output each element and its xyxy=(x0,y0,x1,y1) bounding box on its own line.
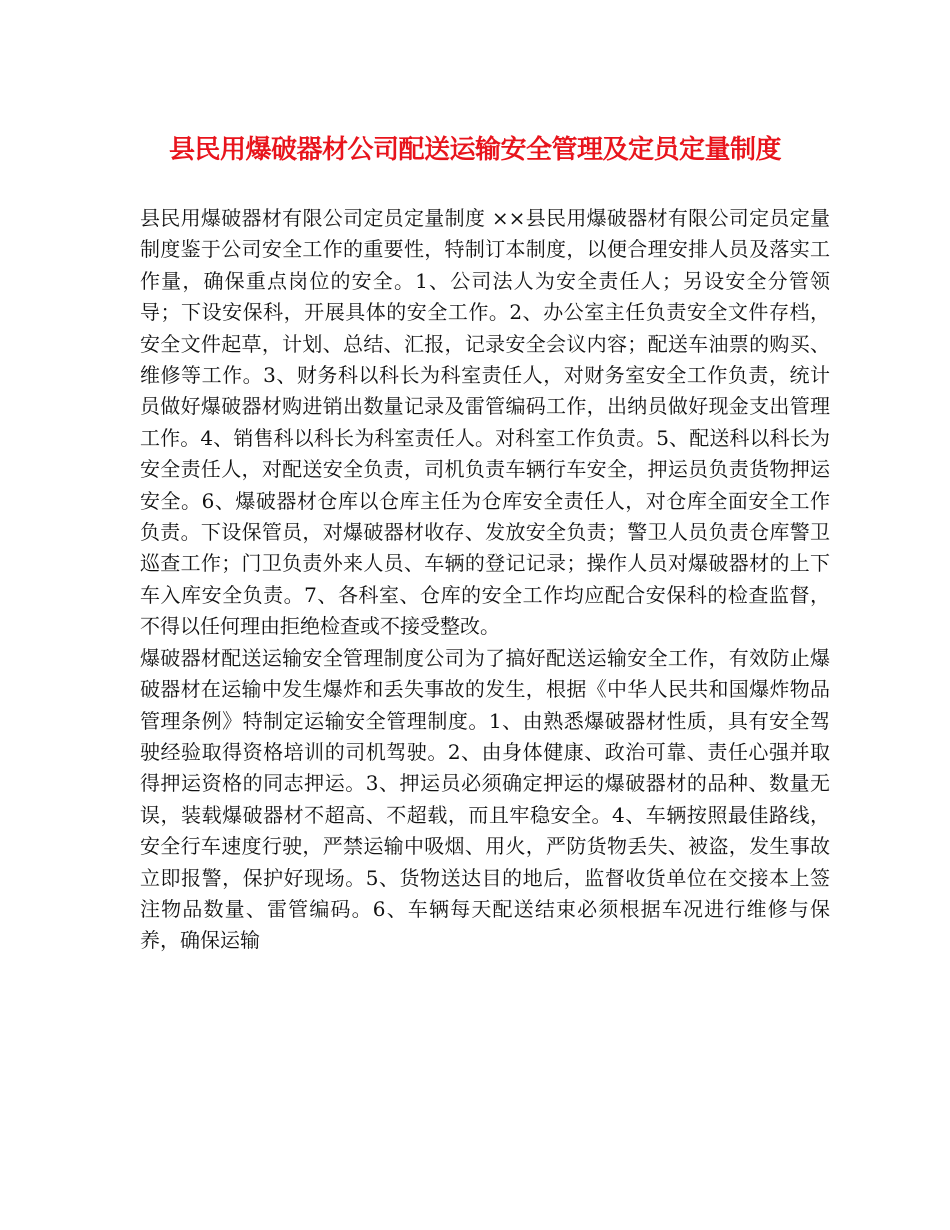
paragraph-transport-safety-regulation: 爆破器材配送运输安全管理制度公司为了搞好配送运输安全工作，有效防止爆破器材在运输中发生爆炸和丢失事故的发生，根据《中华人民共和国爆炸物品管理条例》特制定运输安全管理制度。1、由熟悉爆破器材性质，具有安全驾驶经验取得资格培训的司机驾驶。2、由身体健康、政治可靠、责任心强并取得押运资格的同志押运。3、押运员必须确定押运的爆破器材的品种、数量无误，装载爆破器材不超高、不超载，而且牢稳安全。4、车辆按照最佳路线，安全行车速度行驶，严禁运输中吸烟、用火，严防货物丢失、被盗，发生事故立即报警，保护好现场。5、货物送达目的地后，监督收货单位在交接本上签注物品数量、雷管编码。6、车辆每天配送结束必须根据车况进行维修与保养，确保运输 xyxy=(140,645,830,953)
paragraph-staffing-regulation: 县民用爆破器材有限公司定员定量制度 ××县民用爆破器材有限公司定员定量制度鉴于公司安全工作的重要性，特制订本制度，以便合理安排人员及落实工作量，确保重点岗位的安全。1、公司法人为安全责任人；另设安全分管领导；下设安保科，开展具体的安全工作。2、办公室主任负责安全文件存档，安全文件起草，计划、总结、汇报，记录安全会议内容；配送车油票的购买、维修等工作。3、财务科以科长为科室责任人，对财务室安全工作负责，统计员做好爆破器材购进销出数量记录及雷管编码工作，出纳员做好现金支出管理工作。4、销售科以科长为科室责任人。对科室工作负责。5、配送科以科长为安全责任人，对配送安全负责，司机负责车辆行车安全，押运员负责货物押运安全。6、爆破器材仓库以仓库主任为仓库安全责任人，对仓库全面安全工作负责。下设保管员，对爆破器材收存、发放安全负责；警卫人员负责仓库警卫巡查工作；门卫负责外来人员、车辆的登记记录；操作人员对爆破器材的上下车入库安全负责。7、各科室、仓库的安全工作均应配合安保科的检查监督，不得以任何理由拒绝检查或不接受整改。 xyxy=(140,206,830,639)
document-body xyxy=(140,203,830,957)
document-title: 县民用爆破器材公司配送运输安全管理及定员定量制度 xyxy=(168,135,781,165)
